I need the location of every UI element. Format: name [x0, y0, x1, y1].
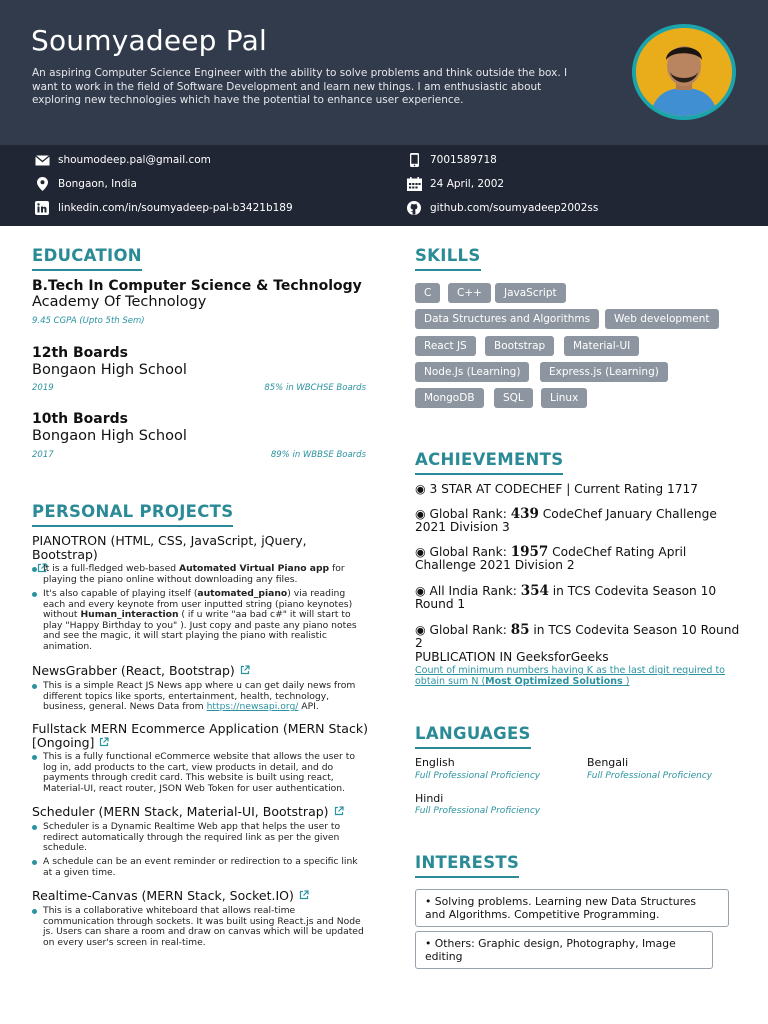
external-link-icon[interactable] — [240, 665, 250, 675]
github-item[interactable] — [406, 201, 598, 215]
publication-link[interactable]: Count of minimum numbers having K as the last digit required to obtain sum N (Most Optimized Solutions ) — [415, 665, 725, 687]
edu-year: 2017 — [32, 450, 54, 460]
skill-tag: Web development — [605, 309, 719, 329]
skill-tag: React JS — [415, 336, 476, 356]
publication-heading: PUBLICATION IN GeeksforGeeks — [415, 650, 609, 664]
edu-result: 89% in WBBSE Boards — [270, 450, 366, 460]
calendar-icon — [406, 177, 422, 191]
skill-tag: Node.Js (Learning) — [415, 362, 529, 382]
skill-tag: Bootstrap — [485, 336, 554, 356]
interest-item: • Solving problems. Learning new Data Structures and Algorithms. Competitive Programming. — [415, 889, 729, 927]
project-title-text: PIANOTRON (HTML, CSS, JavaScript, jQuery, Bootstrap) — [32, 533, 307, 562]
project-bullet: It is a full-fledged web-based Automated Virtual Piano app for playing the piano online without downloading any files. — [43, 564, 368, 585]
language-level: Full Professional Proficiency — [415, 771, 541, 781]
project-title-text: NewsGrabber (React, Bootstrap) — [32, 663, 235, 678]
location-pin-icon — [34, 177, 50, 191]
project-title-text: Scheduler (MERN Stack, Material-UI, Bootstrap) — [32, 804, 329, 819]
edu-degree: 12th Boards — [32, 345, 129, 361]
newsapi-link[interactable]: https://newsapi.org/ — [206, 701, 299, 712]
skill-tag: Linux — [541, 388, 587, 408]
project-bullet: A schedule can be an event reminder or redirection to a specific link at a given time. — [43, 857, 368, 878]
achievement-item: ◉ Global Rank: 1957 CodeChef Rating April Challenge 2021 Division 2 — [415, 544, 687, 572]
language-name: Hindi — [415, 792, 444, 805]
candidate-name: Soumyadeep Pal — [31, 24, 267, 57]
skill-tag: MongoDB — [415, 388, 484, 408]
profile-photo — [632, 24, 736, 120]
edu-year: 2019 — [32, 383, 54, 393]
external-link-icon[interactable] — [99, 737, 109, 747]
language-name: English — [415, 756, 455, 769]
external-link-icon[interactable] — [299, 890, 309, 900]
edu-school: Bongaon High School — [32, 428, 187, 444]
project-bullet: This is a fully functional eCommerce website that allows the user to log in, add products to the cart, view products in detail, and do payments through credit card. This website is built using react, Material-UI, react router, JSON Web Token for user authentication. — [43, 752, 368, 794]
education-heading: EDUCATION — [32, 246, 142, 271]
contact-bar — [0, 145, 768, 226]
envelope-icon — [34, 153, 50, 167]
language-level: Full Professional Proficiency — [587, 771, 713, 781]
linkedin-icon — [34, 201, 50, 215]
location-text: Bongaon, India — [58, 178, 137, 190]
dob-text: 24 April, 2002 — [430, 178, 505, 190]
github-text: github.com/soumyadeep2002ss — [430, 202, 599, 214]
achievements-heading: ACHIEVEMENTS — [415, 450, 563, 475]
languages-heading: LANGUAGES — [415, 724, 531, 749]
interests-heading: INTERESTS — [415, 853, 519, 878]
skill-tag: Material-UI — [564, 336, 639, 356]
language-name: Bengali — [587, 756, 629, 769]
linkedin-text: linkedin.com/in/soumyadeep-pal-b3421b189 — [58, 202, 293, 214]
project-title-text: Realtime-Canvas (MERN Stack, Socket.IO) — [32, 888, 294, 903]
interest-item: • Others: Graphic design, Photography, Image editing — [415, 931, 713, 969]
edu-result: 85% in WBCHSE Boards — [264, 383, 366, 393]
skills-heading: SKILLS — [415, 246, 481, 271]
github-icon — [406, 201, 422, 215]
skill-tag: SQL — [494, 388, 533, 408]
email-item[interactable] — [34, 153, 211, 167]
edu-school: Academy Of Technology — [32, 294, 207, 310]
achievement-item: ◉ All India Rank: 354 in TCS Codevita Season 10 Round 1 — [415, 583, 717, 611]
project-title[interactable] — [32, 722, 372, 750]
project-bullet: Scheduler is a Dynamic Realtime Web app that helps the user to redirect automatically through the required link as per the given schedule. — [43, 822, 368, 854]
project-bullet: This is a collaborative whiteboard that allows real-time communication through sockets. It was built using React.js and Node js. Users can share a room and draw on canvas which will be updated on every user's screen in real-time. — [43, 906, 368, 948]
skill-tag: C — [415, 283, 440, 303]
language-level: Full Professional Proficiency — [415, 806, 541, 816]
project-bullet: It's also capable of playing itself (automated_piano) via reading each and every keynote from user inputted string (piano keynotes) without Human_interaction ( if u write "aa bad c#" it will start to play "Happy Birthday to you" ). Just copy and paste any piano notes and see the magic, it will start playing the piano with realistic animation. — [43, 589, 368, 652]
header — [0, 0, 768, 145]
skill-tag: JavaScript — [495, 283, 566, 303]
project-title[interactable] — [32, 889, 372, 903]
project-title[interactable] — [32, 664, 372, 678]
linkedin-item[interactable] — [34, 201, 293, 215]
skill-tag: Data Structures and Algorithms — [415, 309, 599, 329]
achievement-item: ◉ 3 STAR AT CODECHEF | Current Rating 1717 — [415, 482, 699, 496]
achievement-item: ◉ Global Rank: 85 in TCS Codevita Season 10 Round 2 — [415, 622, 740, 650]
edu-school: Bongaon High School — [32, 362, 187, 378]
edu-degree: B.Tech In Computer Science & Technology — [32, 278, 362, 294]
email-text: shoumodeep.pal@gmail.com — [58, 154, 211, 166]
edu-degree: 10th Boards — [32, 411, 129, 427]
edu-meta: 9.45 CGPA (Upto 5th Sem) — [32, 316, 145, 326]
external-link-icon[interactable] — [334, 806, 344, 816]
dob-item — [406, 177, 504, 191]
project-title[interactable] — [32, 805, 372, 819]
mobile-phone-icon — [406, 153, 422, 167]
projects-heading: PERSONAL PROJECTS — [32, 502, 233, 527]
location-item — [34, 177, 137, 191]
phone-item[interactable] — [406, 153, 497, 167]
project-title-text: Fullstack MERN Ecommerce Application (MERN Stack) [Ongoing] — [32, 721, 368, 750]
project-bullet: This is a simple React JS News app where u can get daily news from different topics like sports, entertainment, health, technology, business, general. News Data from https://newsapi.org/ API. — [43, 681, 368, 713]
summary: An aspiring Computer Science Engineer with the ability to solve problems and think outside the box. I want to work in the field of Software Development and learn new things. I am enthusiastic about exploring new technologies which have the potential to enhance user experience. — [32, 67, 568, 107]
achievement-item: ◉ Global Rank: 439 CodeChef January Challenge 2021 Division 3 — [415, 506, 717, 534]
phone-text: 7001589718 — [430, 154, 497, 166]
skill-tag: Express.js (Learning) — [540, 362, 668, 382]
skill-tag: C++ — [448, 283, 491, 303]
